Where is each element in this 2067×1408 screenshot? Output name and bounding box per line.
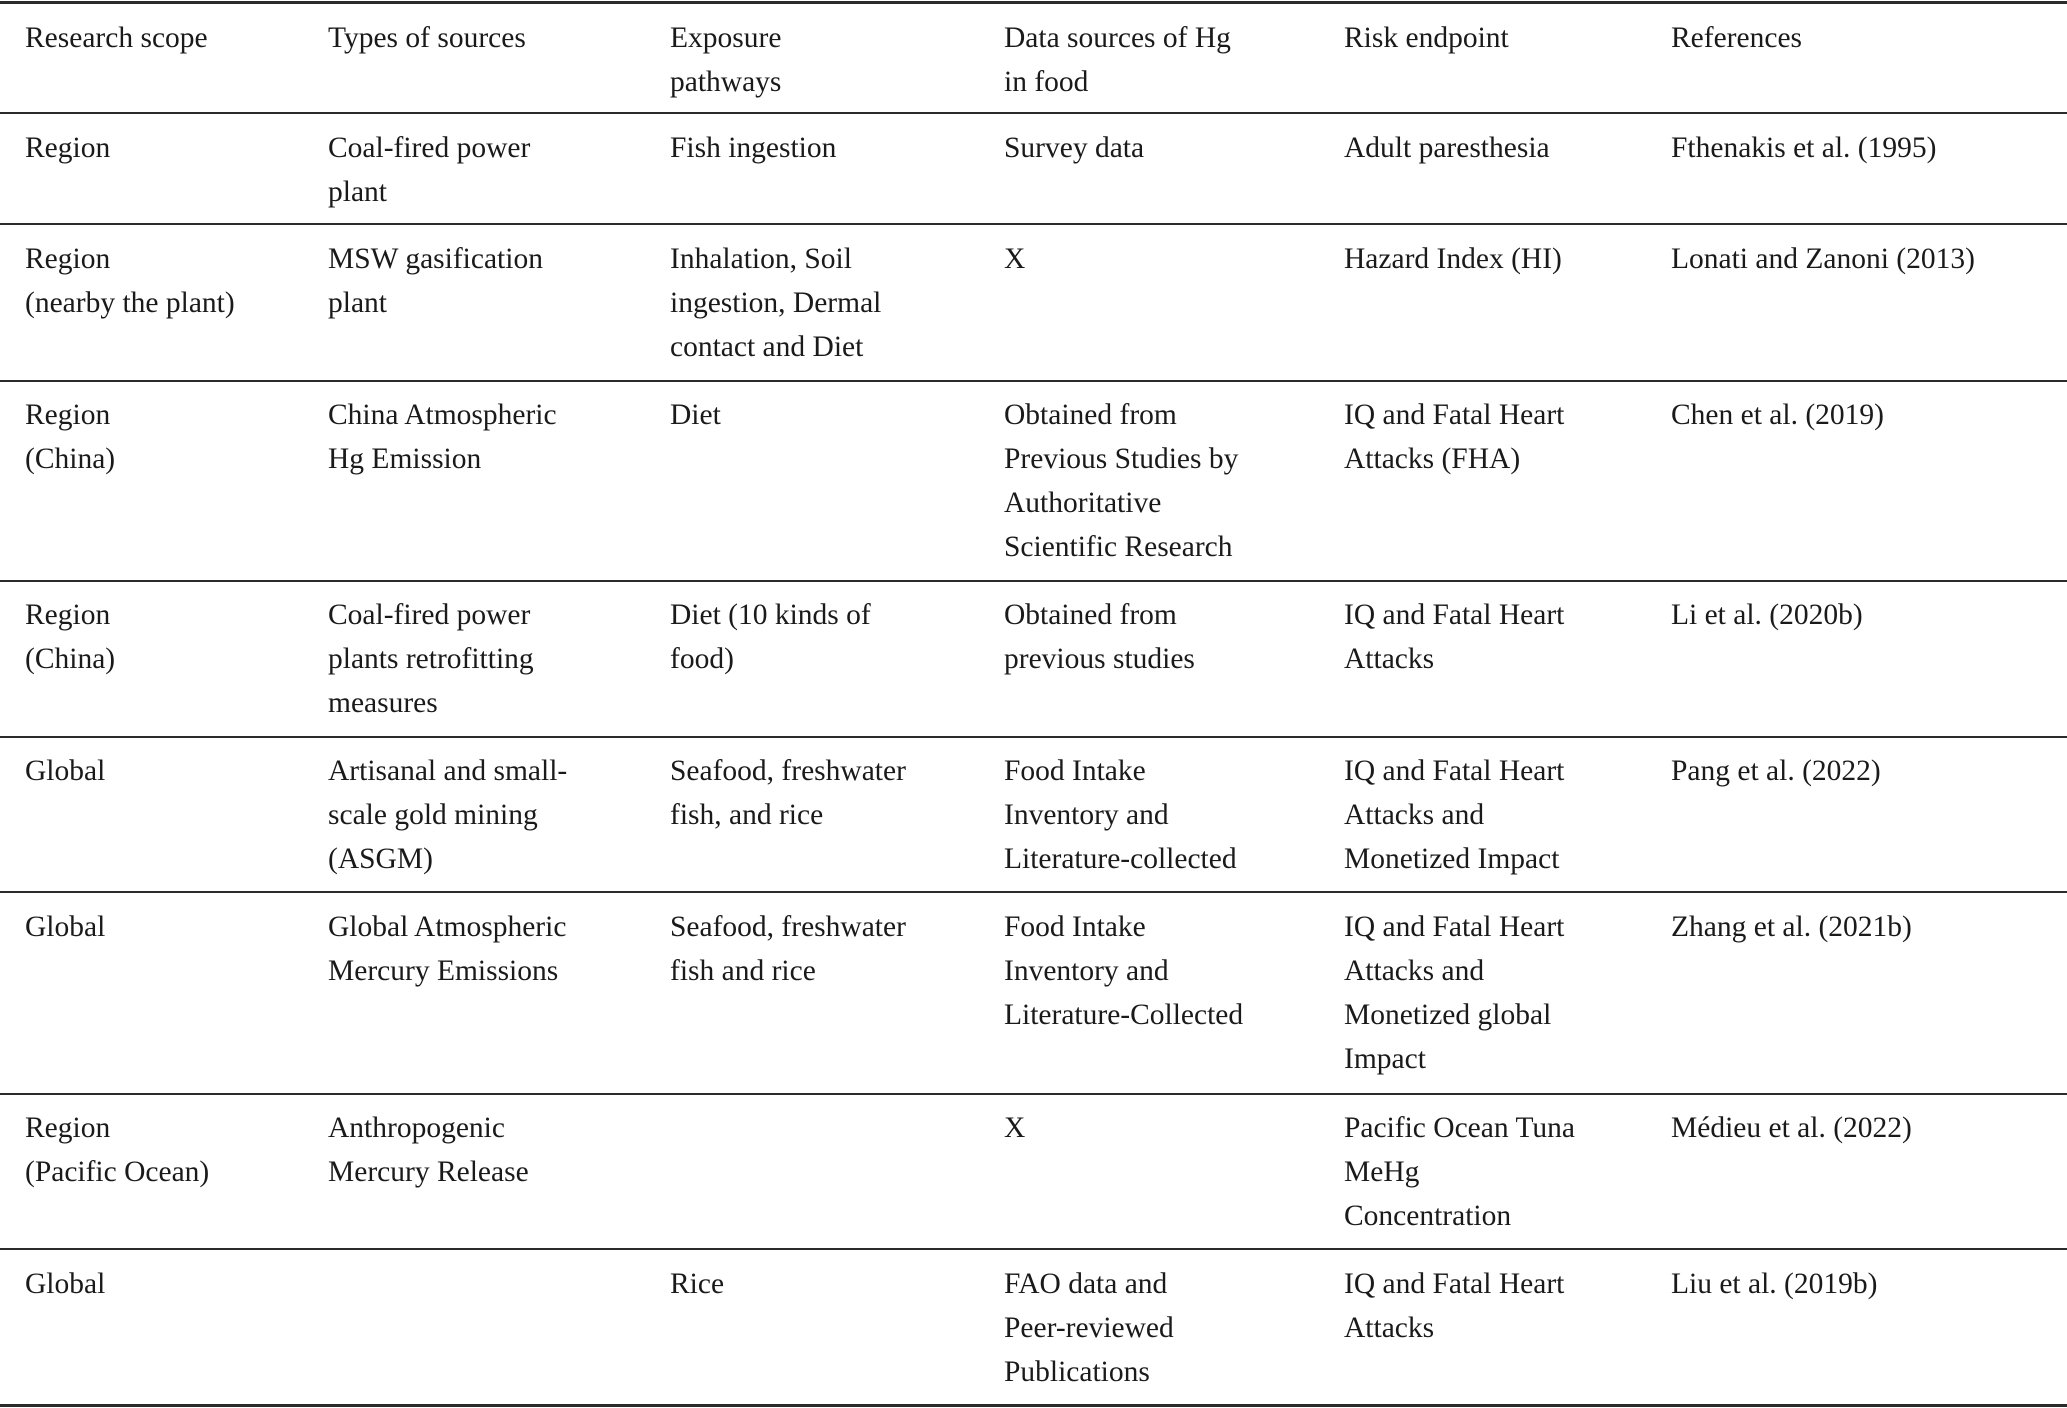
cell-data-sources: Food Intake Inventory and Literature-Collected (1004, 911, 1244, 1031)
table-top-rule (0, 1, 2067, 4)
cell-data-sources: FAO data and Peer-reviewed Publications (1004, 1268, 1174, 1388)
header-data-sources: Data sources of Hg in food (1004, 22, 1231, 98)
cell-exposure-pathways: Diet (10 kinds of food) (670, 599, 871, 675)
header-rule (0, 112, 2067, 114)
cell-types-of-sources: Artisanal and small- scale gold mining (ASGM) (328, 755, 568, 875)
cell-risk-endpoint: IQ and Fatal Heart Attacks (1344, 599, 1565, 675)
row-rule (0, 736, 2067, 738)
cell-types-of-sources: China Atmospheric Hg Emission (328, 399, 557, 475)
cell-reference: Chen et al. (2019) (1671, 399, 1884, 431)
header-types-of-sources: Types of sources (328, 22, 526, 54)
cell-risk-endpoint: Pacific Ocean Tuna MeHg Concentration (1344, 1112, 1576, 1232)
header-references: References (1671, 22, 1803, 54)
cell-exposure-pathways: Fish ingestion (670, 132, 837, 164)
cell-data-sources: Food Intake Inventory and Literature-collected (1004, 755, 1237, 875)
cell-risk-endpoint: IQ and Fatal Heart Attacks and Monetized Impact (1344, 755, 1565, 875)
row-rule (0, 580, 2067, 582)
table-bottom-rule (0, 1404, 2067, 1407)
header-research-scope: Research scope (25, 22, 208, 54)
cell-types-of-sources: Global Atmospheric Mercury Emissions (328, 911, 567, 987)
header-risk-endpoint: Risk endpoint (1344, 22, 1509, 54)
cell-research-scope: Region (China) (25, 399, 116, 475)
cell-research-scope: Global (25, 911, 106, 943)
cell-research-scope: Region (nearby the plant) (25, 243, 235, 319)
cell-reference: Pang et al. (2022) (1671, 755, 1881, 787)
cell-research-scope: Region (China) (25, 599, 116, 675)
cell-exposure-pathways: Seafood, freshwater fish and rice (670, 911, 906, 987)
cell-data-sources: Survey data (1004, 132, 1145, 164)
cell-research-scope: Region (25, 132, 111, 164)
cell-risk-endpoint: IQ and Fatal Heart Attacks and Monetized global Impact (1344, 911, 1565, 1075)
cell-reference: Fthenakis et al. (1995) (1671, 132, 1937, 164)
cell-types-of-sources: Anthropogenic Mercury Release (328, 1112, 529, 1188)
row-rule (0, 1248, 2067, 1250)
cell-risk-endpoint: IQ and Fatal Heart Attacks (1344, 1268, 1565, 1344)
header-exposure-pathways: Exposure pathways (670, 22, 782, 98)
cell-types-of-sources: Coal-fired power plant (328, 132, 531, 208)
cell-research-scope: Global (25, 1268, 106, 1300)
cell-research-scope: Global (25, 755, 106, 787)
cell-data-sources: Obtained from previous studies (1004, 599, 1195, 675)
cell-data-sources: Obtained from Previous Studies by Authoritative Scientific Research (1004, 399, 1239, 563)
cell-types-of-sources: Coal-fired power plants retrofitting measures (328, 599, 534, 719)
cell-reference: Lonati and Zanoni (2013) (1671, 243, 1975, 275)
cell-exposure-pathways: Inhalation, Soil ingestion, Dermal contact and Diet (670, 243, 882, 363)
cell-risk-endpoint: Adult paresthesia (1344, 132, 1550, 164)
cell-exposure-pathways: Diet (670, 399, 721, 431)
row-rule (0, 380, 2067, 382)
cell-data-sources: X (1004, 1112, 1026, 1144)
cell-reference: Liu et al. (2019b) (1671, 1268, 1878, 1300)
cell-risk-endpoint: IQ and Fatal Heart Attacks (FHA) (1344, 399, 1565, 475)
cell-research-scope: Region (Pacific Ocean) (25, 1112, 210, 1188)
cell-exposure-pathways: Rice (670, 1268, 725, 1300)
cell-exposure-pathways: Seafood, freshwater fish, and rice (670, 755, 906, 831)
cell-reference: Li et al. (2020b) (1671, 599, 1863, 631)
row-rule (0, 223, 2067, 225)
row-rule (0, 1093, 2067, 1095)
cell-types-of-sources: MSW gasification plant (328, 243, 543, 319)
cell-reference: Médieu et al. (2022) (1671, 1112, 1912, 1144)
cell-reference: Zhang et al. (2021b) (1671, 911, 1912, 943)
row-rule (0, 891, 2067, 893)
cell-data-sources: X (1004, 243, 1026, 275)
cell-risk-endpoint: Hazard Index (HI) (1344, 243, 1562, 275)
